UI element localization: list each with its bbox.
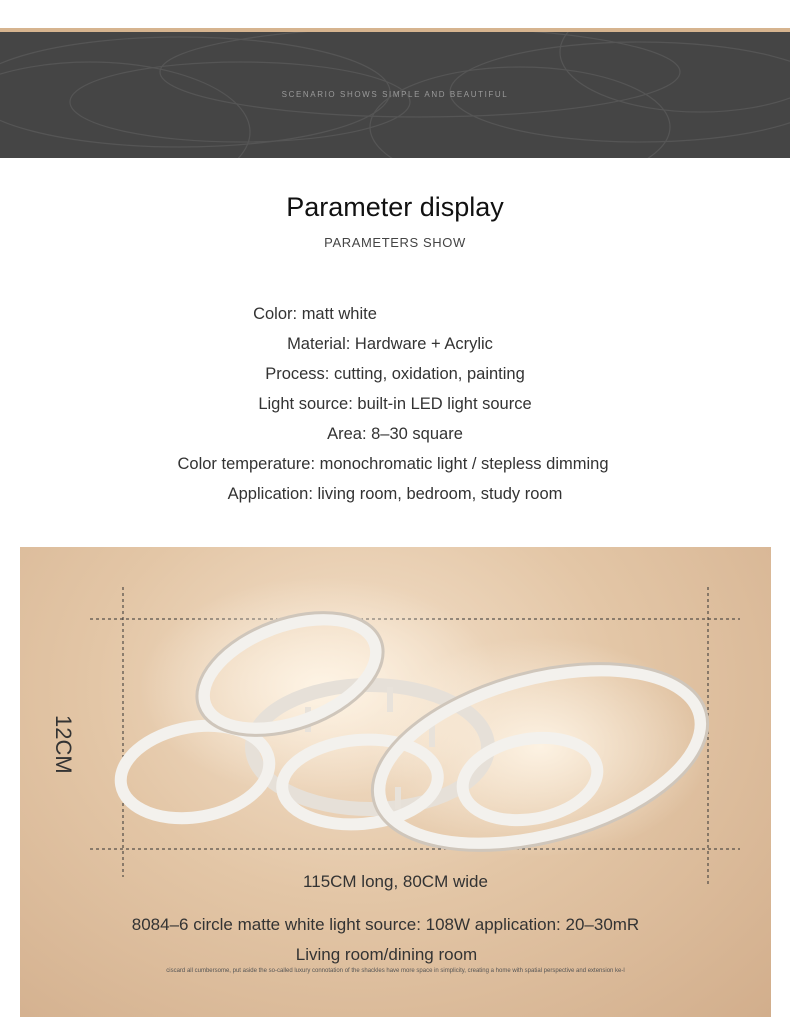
parameter-process: Process: cutting, oxidation, painting	[265, 365, 525, 383]
product-spec-line: 8084–6 circle matte white light source: 108W application: 20–30mR	[131, 915, 640, 934]
parameter-application: Application: living room, bedroom, study room	[227, 485, 563, 503]
parameter-material: Material: Hardware + Acrylic	[287, 335, 493, 353]
parameter-area: Area: 8–30 square	[327, 425, 463, 443]
product-photo	[20, 547, 771, 1017]
scenario-banner	[0, 32, 790, 158]
parameter-list	[0, 304, 790, 514]
page-title: Parameter display	[286, 192, 504, 222]
product-room-line: Living room/dining room	[295, 945, 478, 964]
page-subtitle: PARAMETERS SHOW	[324, 235, 466, 250]
parameter-light-source: Light source: built-in LED light source	[258, 395, 532, 413]
banner-caption: SCENARIO SHOWS SIMPLE AND BEAUTIFUL	[281, 90, 509, 99]
fine-print-text: ciscard all cumbersome, put aside the so-called luxury connotation of the shackles have more space in simplicity, creating a home with spatial perspective and extension ke-l	[166, 968, 625, 974]
parameter-color-temperature: Color temperature: monochromatic light / stepless dimming	[177, 455, 609, 473]
height-dimension-label: 12CM	[51, 715, 76, 774]
size-dimension-label: 115CM long, 80CM wide	[303, 872, 488, 891]
parameter-color: Color: matt white	[253, 305, 377, 323]
